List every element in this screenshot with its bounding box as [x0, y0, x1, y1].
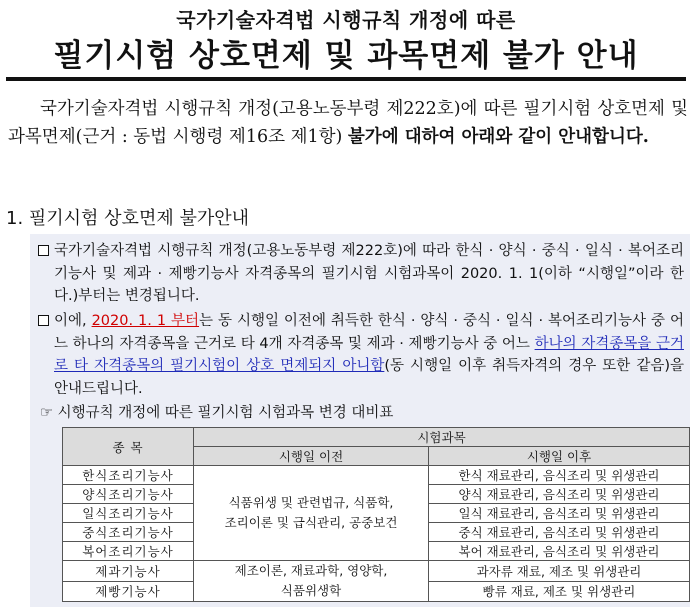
before-cook-line: 식품위생 및 관련법규, 식품학, — [228, 495, 394, 510]
item-cell: 한식조리기능사 — [63, 466, 194, 485]
after-cell: 양식 재료관리, 음식조리 및 위생관리 — [429, 485, 690, 504]
before-bake-line: 제조이론, 재료과학, 영양학, — [234, 563, 388, 578]
checkbox-bullet-icon — [38, 245, 49, 256]
highlight-notice: 하나의 자격종목을 근거로 타 자격종목의 필기시험이 상호 면제되지 아니함 — [54, 335, 684, 374]
after-cell: 복어 재료관리, 음식조리 및 위생관리 — [429, 542, 690, 561]
intro-text: 국가기술자격법 시행규칙 개정(고용노동부령 제222호)에 따른 필기시험 상호면제 및 과목면제(근거 : 동법 시행령 제16조 제1항) — [8, 99, 688, 147]
after-cell: 중식 재료관리, 음식조리 및 위생관리 — [429, 523, 690, 542]
header-item: 종 목 — [63, 428, 194, 466]
item-cell: 제과기능사 — [63, 561, 194, 582]
after-cell: 빵류 재료, 제조 및 위생관리 — [429, 581, 690, 602]
header-subject: 시험과목 — [194, 428, 690, 447]
intro-paragraph — [8, 95, 688, 151]
header-before: 시행일 이전 — [194, 447, 429, 466]
before-cook-cell — [194, 466, 429, 561]
item-cell: 일식조리기능사 — [63, 504, 194, 523]
item-cell: 중식조리기능사 — [63, 523, 194, 542]
before-bake-cell — [194, 561, 429, 602]
table-caption: ☞ 시행규칙 개정에 따른 필기시험 시험과목 변경 대비표 — [40, 405, 394, 421]
title-line2: 필기시험 상호면제 및 과목면제 불가 안내 — [53, 38, 639, 74]
before-bake-line: 식품위생학 — [280, 583, 342, 598]
item-cell: 양식조리기능사 — [63, 485, 194, 504]
title-box — [6, 0, 686, 81]
after-cell: 한식 재료관리, 음식조리 및 위생관리 — [429, 466, 690, 485]
after-cell: 일식 재료관리, 음식조리 및 위생관리 — [429, 504, 690, 523]
header-after: 시행일 이후 — [429, 447, 690, 466]
bullet-text — [38, 310, 684, 400]
intro-bold-text: 불가에 대하여 아래와 같이 안내합니다. — [347, 127, 649, 147]
bullet-text-part: 이에, — [54, 313, 92, 329]
bullet-item — [38, 240, 684, 308]
item-cell: 제빵기능사 — [63, 581, 194, 602]
title-line1: 국가기술자격법 시행규칙 개정에 따른 — [176, 8, 516, 32]
item-cell: 복어조리기능사 — [63, 542, 194, 561]
bullet-text-part: 는 동 시행일 이전에 취득한 한식 · 양식 · 중식 · 일식 · 복어조리기능사 중 어느 하나의 자격종목을 근거로 타 4개 자격종목 및 제과 · 제빵기능사 중 어느 — [54, 313, 684, 352]
table-row — [63, 466, 690, 485]
checkbox-bullet-icon — [38, 315, 49, 326]
subject-comparison-table — [62, 427, 690, 602]
bullet-text-part: (동 시행일 이후 취득자격의 경우 또한 같음)을 안내드립니다. — [54, 358, 684, 397]
after-cell: 과자류 재료, 제조 및 위생관리 — [429, 561, 690, 582]
info-panel — [30, 234, 690, 607]
bullet-text: 국가기술자격법 시행규칙 개정(고용노동부령 제222호)에 따라 한식 · 양식 · 중식 · 일식 · 복어조리기능사 및 제과 · 제빵기능사 자격종목의 필기시험 시험과목이 2020. 1. 1(이하 “시행일”이라 한다.)부터는 변경됩니다. — [54, 243, 684, 304]
bullet-item — [38, 310, 684, 400]
before-cook-line: 조리이론 및 급식관리, 공중보건 — [224, 515, 398, 530]
highlight-date: 2020. 1. 1 부터 — [91, 313, 200, 329]
section-heading: 1. 필기시험 상호면제 불가안내 — [6, 208, 249, 229]
table-row — [63, 561, 690, 582]
